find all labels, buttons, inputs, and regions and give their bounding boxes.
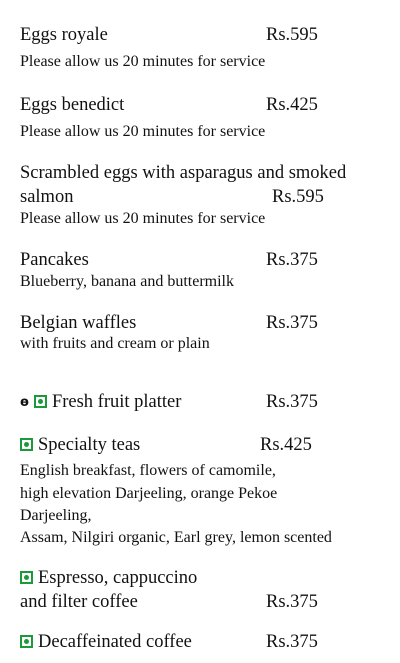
menu-item-name: Scrambled eggs with asparagus and smoked bbox=[20, 163, 347, 183]
menu-item-note: Please allow us 20 minutes for service bbox=[20, 123, 266, 140]
menu-item-note: Please allow us 20 minutes for service bbox=[20, 53, 266, 70]
menu-item-row bbox=[20, 633, 192, 652]
menu-item-name: Specialty teas bbox=[38, 435, 141, 455]
veg-mark-icon bbox=[34, 395, 47, 408]
menu-item-name: Eggs benedict bbox=[20, 95, 125, 115]
menu-item-price: Rs.595 bbox=[272, 187, 324, 207]
menu-item-name: Decaffeinated coffee bbox=[38, 632, 192, 652]
menu-item-row bbox=[20, 436, 140, 455]
menu-item-note: Darjeeling, bbox=[20, 507, 92, 524]
menu-item-price: Rs.425 bbox=[266, 95, 318, 115]
menu-item-row bbox=[20, 393, 181, 412]
menu-item-price: Rs.425 bbox=[260, 435, 312, 455]
menu-item-note: Assam, Nilgiri organic, Earl grey, lemon scented bbox=[20, 529, 332, 546]
menu-item-price: Rs.375 bbox=[266, 632, 318, 652]
menu-item-row bbox=[20, 569, 197, 588]
menu-item-price: Rs.375 bbox=[266, 313, 318, 333]
menu-item-note: Blueberry, banana and buttermilk bbox=[20, 273, 234, 290]
menu-item-price: Rs.375 bbox=[266, 392, 318, 412]
menu-item-price: Rs.375 bbox=[266, 592, 318, 612]
veg-mark-icon bbox=[20, 635, 33, 648]
menu-item-note: English breakfast, flowers of camomile, bbox=[20, 462, 276, 479]
menu-item-note: with fruits and cream or plain bbox=[20, 335, 210, 352]
menu-item-name: Eggs royale bbox=[20, 25, 108, 45]
menu-item-note: Please allow us 20 minutes for service bbox=[20, 210, 266, 227]
theta-symbol-icon: ɵ bbox=[20, 395, 29, 410]
menu-item-name-cont: salmon bbox=[20, 187, 74, 207]
menu-item-name: Espresso, cappuccino bbox=[38, 568, 198, 588]
menu-item-name: Pancakes bbox=[20, 250, 89, 270]
veg-mark-icon bbox=[20, 438, 33, 451]
menu-item-price: Rs.595 bbox=[266, 25, 318, 45]
menu-item-note: high elevation Darjeeling, orange Pekoe bbox=[20, 485, 278, 502]
menu-item-price: Rs.375 bbox=[266, 250, 318, 270]
menu-item-name: Belgian waffles bbox=[20, 313, 137, 333]
menu-item-name-cont: and filter coffee bbox=[20, 592, 138, 612]
veg-mark-icon bbox=[20, 571, 33, 584]
menu-item-name: Fresh fruit platter bbox=[51, 392, 182, 412]
